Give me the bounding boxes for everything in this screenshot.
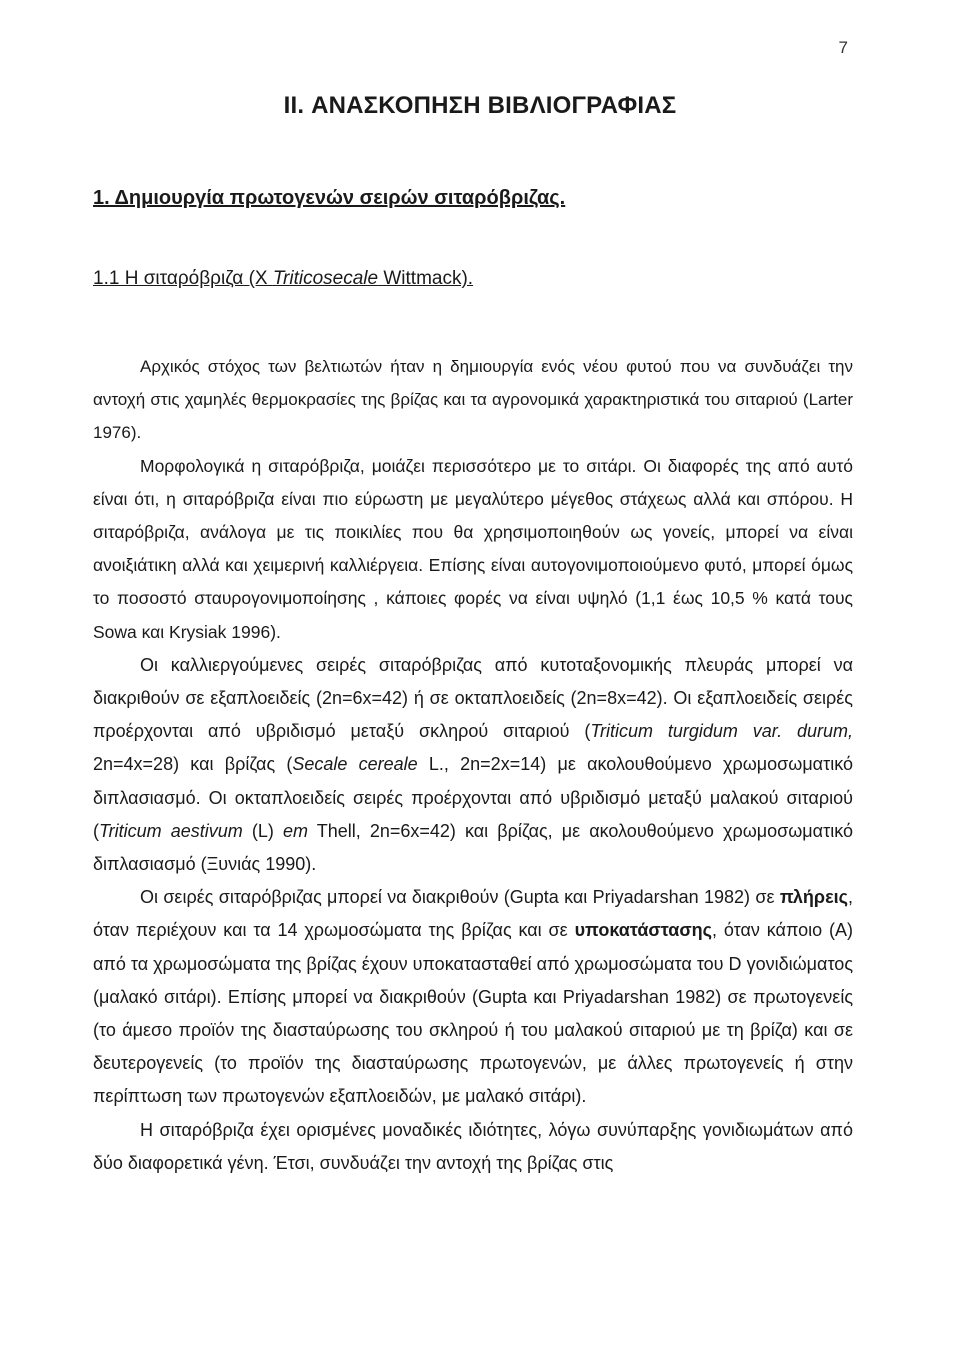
species-name: Triticum aestivum xyxy=(99,820,243,841)
text-run: , όταν κάποιο (Α) από τα χρωμοσώματα της βρίζας έχουν υποκατασταθεί από χρωμοσώματα του D γονιδιώματος (μαλακό σιτάρι). Επίσης μπορεί να διακριθούν (Gupta και Priyadarshan 1982) σε πρωτογενείς (το άμεσο προϊόν της διασταύρωσης του σκληρού ή του μαλακού σιταριού με τη βρίζα) και σε δευτερογενείς (το προϊόν της διασταύρωσης πρωτογενών, με άλλες πρωτογενείς ή στην περίπτωση των πρωτογενών εξαπλοειδών, με μαλακό σιτάρι). xyxy=(93,920,853,1107)
text-run: Thell, 2n=6x=42) και βρίζας, με ακολουθούμενο χρωμοσωματικό διπλασιασμό (Ξυνιάς 1990). xyxy=(93,820,853,875)
body-text xyxy=(93,350,853,1180)
subsection-genus: Triticosecale xyxy=(272,268,379,289)
bold-term: πλήρεις xyxy=(779,887,848,908)
species-name: em xyxy=(282,820,308,841)
subsection-prefix: 1.1 Η σιταρόβριζα (X xyxy=(93,268,273,289)
subsection-heading xyxy=(93,268,473,290)
paragraph-cytotaxonomy xyxy=(93,649,853,881)
text-run: 2n=4x=28) και βρίζας ( xyxy=(93,754,293,775)
chapter-title: II. ΑΝΑΣΚΟΠΗΣΗ ΒΙΒΛΙΟΓΡΑΦΙΑΣ xyxy=(283,92,677,119)
page-number: 7 xyxy=(838,38,848,57)
text-run: L., 2n=2x=14) με ακολουθούμενο χρωμοσωματικό διπλασιασμό. Οι οκταπλοειδείς σειρές προέρχονται από υβριδισμό μεταξύ μαλακού σιταριού ( xyxy=(93,754,853,841)
text-run: , όταν περιέχουν και τα 14 χρωμοσώματα της βρίζας και σε xyxy=(93,887,853,941)
paragraph-classification xyxy=(93,881,853,1113)
paragraph-breeding-goal: Αρχικός στόχος των βελτιωτών ήταν η δημιουργία ενός νέου φυτού που να συνδυάζει την αντοχή στις χαμηλές θερμοκρασίες της βρίζας και τα αγρονομικά χαρακτηριστικά του σιταριού (Larter 1976). xyxy=(93,357,853,443)
section-heading: 1. Δημιουργία πρωτογενών σειρών σιταρόβριζας. xyxy=(93,187,566,209)
text-run: (L) xyxy=(242,820,283,841)
subsection-suffix: Wittmack). xyxy=(378,268,474,289)
bold-term: υποκατάστασης xyxy=(574,920,712,941)
paragraph-unique-properties: Η σιταρόβριζα έχει ορισμένες μοναδικές ιδιότητες, λόγω συνύπαρξης γονιδιωμάτων από δύο διαφορετικά γένη. Έτσι, συνδυάζει την αντοχή της βρίζας στις xyxy=(93,1119,853,1173)
text-run: Οι σειρές σιταρόβριζας μπορεί να διακριθούν (Gupta και Priyadarshan 1982) σε xyxy=(140,887,780,908)
text-run: Οι καλλιεργούμενες σειρές σιταρόβριζας από κυτοταξονομικής πλευράς μπορεί να διακριθούν σε εξαπλοειδείς (2n=6x=42) ή σε οκταπλοειδείς (2n=8x=42). Οι εξαπλοειδείς σειρές προέρχονται από υβριδισμό μεταξύ σκληρού σιταριού ( xyxy=(93,654,853,742)
paragraph-morphology: Μορφολογικά η σιταρόβριζα, μοιάζει περισσότερο με το σιτάρι. Οι διαφορές της από αυτό είναι ότι, η σιταρόβριζα είναι πιο εύρωστη με μεγαλύτερο μέγεθος στάχεως αλλά και σπόρου. Η σιταρόβριζα, ανάλογα με τις ποικιλίες που θα χρησιμοποιηθούν ως γονείς, μπορεί να είναι ανοιξιάτικη αλλά και χειμερινή καλλιέργεια. Επίσης είναι αυτογονιμοποιούμενο φυτό, μπορεί όμως το ποσοστό σταυρογονιμοποίησης , κάποιες φορές να είναι υψηλό (1,1 έως 10,5 % κατά τους Sowa και Krysiak 1996). xyxy=(93,455,853,642)
species-name: Triticum turgidum var. durum, xyxy=(590,721,853,742)
species-name: Secale cereale xyxy=(292,754,418,775)
